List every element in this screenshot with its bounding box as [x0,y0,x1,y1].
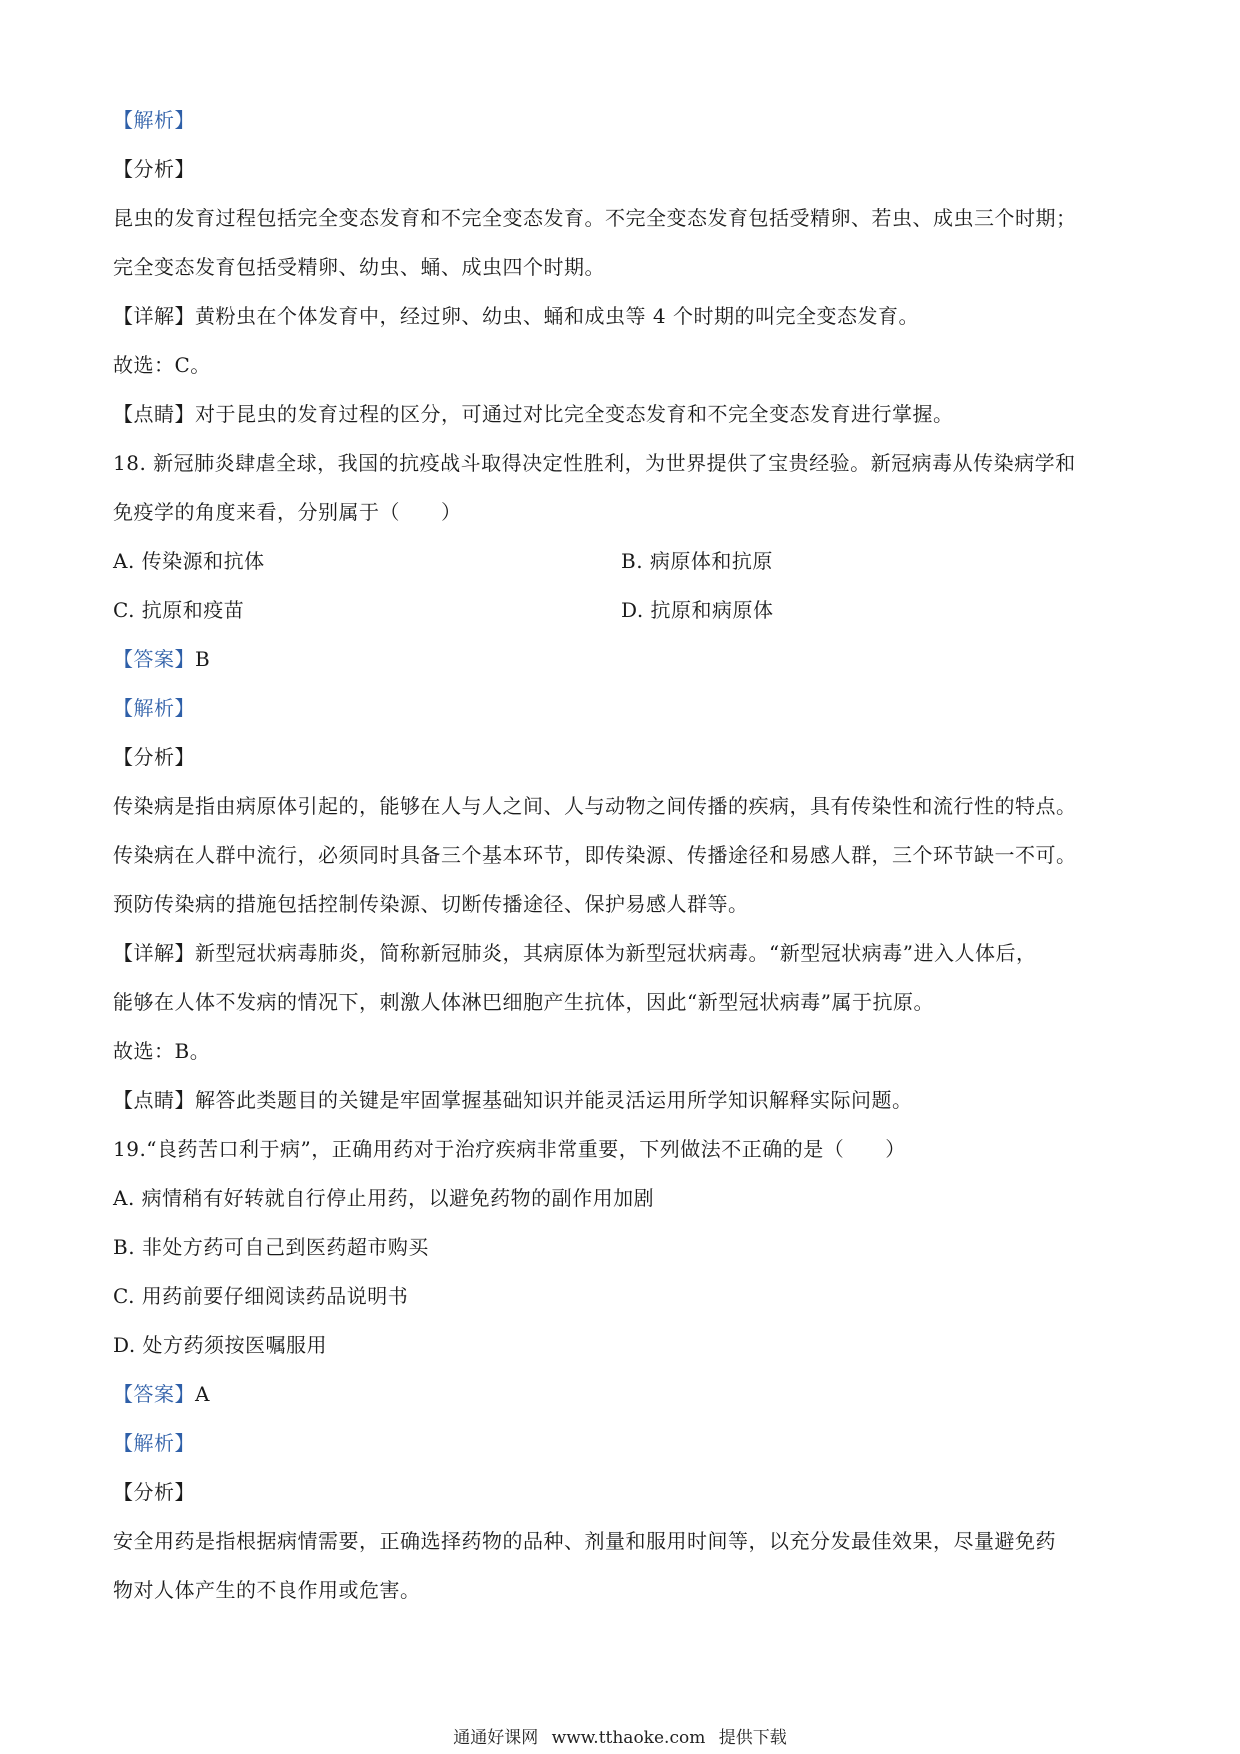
fenxi-heading-18: 【分析】 [113,745,195,769]
question-19-option-b: B. 非处方药可自己到医药超市购买 [113,1235,429,1259]
jiexi-heading-18: 【解析】 [113,696,195,720]
detail-17 [113,292,1133,341]
answer-19 [113,1370,1133,1419]
question-18-stem-1: 18. 新冠肺炎肆虐全球，我国的抗疫战斗取得决定性胜利，为世界提供了宝贵经验。新冠病毒从传染病学和 [113,451,1076,475]
question-19-stem: 19.“良药苦口利于病”，正确用药对于治疗疾病非常重要，下列做法不正确的是（ ） [113,1137,906,1161]
answer-value-19: A [195,1382,210,1406]
question-19-option-c: C. 用药前要仔细阅读药品说明书 [113,1284,409,1308]
answer-value-18: B [195,647,211,671]
answer-tag-19: 【答案】 [113,1382,195,1406]
fenxi-heading-17: 【分析】 [113,157,195,181]
footer-site-name: 通通好课网 [453,1728,539,1748]
footer-url[interactable]: www.tthaoke.com [551,1728,706,1748]
question-18-option-c: C. 抗原和疫苗 [113,598,245,622]
analysis-line-18-2: 传染病在人群中流行，必须同时具备三个基本环节，即传染源、传播途径和易感人群，三个环节缺一不可。 [113,843,1077,867]
tip-17 [113,390,1133,439]
tip-18 [113,1076,1133,1125]
question-18-options-row-2 [113,586,1133,635]
question-18-options-row-1 [113,537,1133,586]
detail-tag-18: 【详解】 [113,941,195,965]
document-page [113,96,1133,1615]
tip-tag-17: 【点睛】 [113,402,195,426]
tip-text-17: 对于昆虫的发育过程的区分，可通过对比完全变态发育和不完全变态发育进行掌握。 [195,402,954,426]
analysis-line-18-3: 预防传染病的措施包括控制传染源、切断传播途径、保护易感人群等。 [113,892,749,916]
jiexi-heading-19: 【解析】 [113,1431,195,1455]
choice-18: 故选：B。 [113,1039,211,1063]
analysis-line-17-2: 完全变态发育包括受精卵、幼虫、蛹、成虫四个时期。 [113,255,605,279]
question-19-option-a: A. 病情稍有好转就自行停止用药，以避免药物的副作用加剧 [113,1186,655,1210]
question-18-option-b: B. 病原体和抗原 [621,549,773,573]
page-footer [0,1726,1240,1750]
answer-18 [113,635,1133,684]
detail-18-line-2: 能够在人体不发病的情况下，刺激人体淋巴细胞产生抗体，因此“新型冠状病毒”属于抗原。 [113,990,934,1014]
jiexi-heading-17: 【解析】 [113,108,195,132]
analysis-line-19-2: 物对人体产生的不良作用或危害。 [113,1578,421,1602]
tip-tag-18: 【点睛】 [113,1088,195,1112]
choice-17: 故选：C。 [113,353,211,377]
analysis-line-18-1: 传染病是指由病原体引起的，能够在人与人之间、人与动物之间传播的疾病，具有传染性和流行性的特点。 [113,794,1077,818]
analysis-line-17-1: 昆虫的发育过程包括完全变态发育和不完全变态发育。不完全变态发育包括受精卵、若虫、成虫三个时期； [113,206,1077,230]
tip-text-18: 解答此类题目的关键是牢固掌握基础知识并能灵活运用所学知识解释实际问题。 [195,1088,913,1112]
detail-tag-17: 【详解】 [113,304,195,328]
question-18-option-d: D. 抗原和病原体 [621,598,774,622]
analysis-line-19-1: 安全用药是指根据病情需要，正确选择药物的品种、剂量和服用时间等，以充分发最佳效果，尽量避免药 [113,1529,1056,1553]
question-19-option-d: D. 处方药须按医嘱服用 [113,1333,328,1357]
answer-tag-18: 【答案】 [113,647,195,671]
detail-18-line-1 [113,929,1133,978]
detail-text-18-1: 新型冠状病毒肺炎，简称新冠肺炎，其病原体为新型冠状病毒。“新型冠状病毒”进入人体后， [195,941,1037,965]
detail-text-17: 黄粉虫在个体发育中，经过卵、幼虫、蛹和成虫等 4 个时期的叫完全变态发育。 [195,304,919,328]
fenxi-heading-19: 【分析】 [113,1480,195,1504]
footer-tail: 提供下载 [718,1728,787,1748]
question-18-stem-2: 免疫学的角度来看，分别属于（ ） [113,500,462,524]
question-18-option-a: A. 传染源和抗体 [113,549,265,573]
